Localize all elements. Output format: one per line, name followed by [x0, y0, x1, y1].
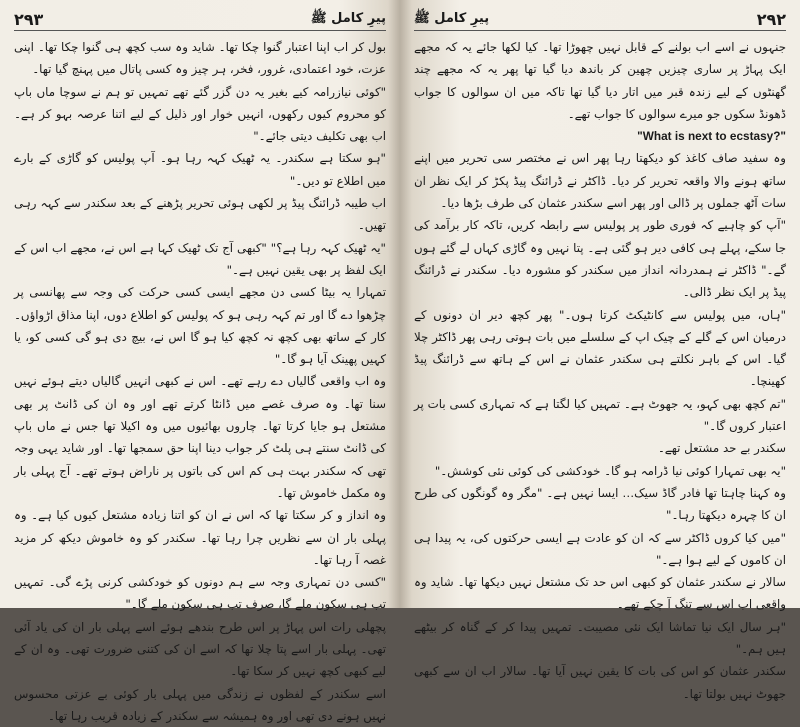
right-page-body	[414, 36, 786, 701]
left-paragraph: "ہو سکتا ہے سکندر۔ یہ ٹھیک کہہ رہا ہو۔ آپ پولیس کو گاڑی کے بارے میں اطلاع تو دیں۔"	[14, 151, 386, 188]
right-paragraph: "ہاں، میں پولیس سے کانٹیکٹ کرتا ہوں۔" پھر کچھ دیر ان دونوں کے درمیان اس کے گلے کے چیک اپ کے سلسلے میں بات ہوتی رہی پھر ڈاکٹر چلا گیا۔ اس کے باہر نکلتے ہی سکندر عثمان نے اس کے ہاتھ سے ڈرائنگ پیڈ کھینچا۔	[414, 307, 786, 389]
left-paragraph: تمہارا یہ بیٹا کسی دن مجھے ایسی کسی حرکت کی وجہ سے پھانسی پر چڑھوا دے گا اور تم کہہ رہی ہو کہ پولیس کو اطلاع دوں، اپنا مذاق اڑواؤں۔ کار کے ساتھ بھی کچھ نہ کچھ کیا ہو گا اس نے، بیچ دی ہو گی کسی کو، یا کہیں پھینک آیا ہو گا۔"	[14, 285, 386, 367]
left-page-number: ۲۹۳	[14, 9, 44, 29]
right-paragraph: "ہر سال ایک نیا تماشا ایک نئی مصیبت۔ تمہیں پیدا کر کے گناہ کر بیٹھے ہیں ہم۔"	[414, 619, 786, 657]
right-paragraph: سکندر عثمان کو اس کی بات کا یقین نہیں آیا تھا۔ سالار اب ان سے کبھی جھوٹ نہیں بولتا تھا۔	[414, 664, 786, 701]
right-page	[400, 0, 800, 701]
left-page-body	[14, 36, 386, 723]
right-paragraph: وہ کہنا چاہتا تھا فادر گاڈ سیک… ایسا نہیں ہے۔ "مگر وہ گونگوں کی طرح ان کا چہرہ دیکھتا رہا۔"	[414, 485, 786, 523]
left-paragraph: "کوئی نیازرامہ کیے بغیر یہ دن گزر گئے تھے تمہیں تو ہم نے سوچا ماں باپ کو محروم کیوں رکھوں، انہیں خوار اور ذلیل کے لیے اتنا عرصہ بہو کر ہے۔ اب بھی تکلیف دیتی جائے۔"	[14, 84, 386, 144]
right-paragraph: جنہوں نے اسے اب بولنے کے قابل نہیں چھوڑا تھا۔ کیا لکھا جائے یہ کہ مجھے ایک پہاڑ پر ساری چیزیں چھین کر باندھ دیا گیا تھا پھر یہ کہ مجھے چند گھنٹوں کے لیے زندہ قبر میں اتار دیا گیا تھا تاکہ میں ان سوالوں کا جواب ڈھونڈ سکوں جو میرے سوالوں کا جواب تھے۔	[414, 40, 786, 121]
left-running-title: پیرِ کامل ﷺ	[310, 10, 386, 26]
left-paragraph: "یہ ٹھیک کہہ رہا ہے؟" "کبھی آج تک ٹھیک کہا ہے اس نے، مجھے اب اس کے ایک لفظ پر بھی یقین نہیں ہے۔"	[14, 240, 386, 277]
left-paragraph: وہ اب واقعی گالیاں دے رہے تھے۔ اس نے کبھی انہیں گالیاں دیتے ہوئے نہیں سنا تھا۔ وہ صرف غصے میں ڈانٹا کرتے تھے اور وہ ان کی ڈانٹ پر بھی مشتعل ہو جایا کرتا تھا۔ چاروں بھائیوں میں وہ اکیلا تھا جس نے ماں باپ کی ڈانٹ سنتے ہی پلٹ کر جواب دینا اپنا حق سمجھا تھا۔ اور شاید یہی وجہ تھی کہ سکندر بہت ہی کم اس کی باتوں پر ناراض ہوتے تھے۔ آج پہلی بار وہ مکمل خاموش تھا۔	[14, 374, 386, 500]
left-paragraph: "کسی دن تمہاری وجہ سے ہم دونوں کو خودکشی کرنی پڑے گی۔ تمہیں تب ہی سکون ملے گا، صرف تب ہی سکون ملے گا۔"	[14, 575, 386, 612]
right-page-header	[414, 8, 786, 31]
right-paragraph-english: "What is next to ecstasy?"	[637, 129, 786, 144]
left-paragraph: اسے سکندر کے لفظوں نے زندگی میں پہلی بار کوئی بے عزتی محسوس نہیں ہونے دی تھی اور وہ ہمیشہ سے سکندر کے زیادہ قریب رہا تھا۔	[14, 686, 386, 723]
left-paragraph: وہ انداز و کر سکتا تھا کہ اس نے ان کو اتنا زیادہ مشتعل کیوں کیا ہے۔ وہ پہلی بار ان سے نظریں چرا رہا تھا۔ سکندر کو وہ خاموش دیکھ کر مزید غصہ آ رہا تھا۔	[14, 508, 386, 567]
right-paragraph: "یہ بھی تمہارا کوئی نیا ڈرامہ ہو گا۔ خودکشی کی کوئی نئی کوشش۔"	[434, 463, 786, 478]
right-running-title: پیرِ کامل ﷺ	[414, 10, 490, 26]
left-page-header	[14, 8, 386, 31]
right-paragraph: "آپ کو چاہیے کہ فوری طور پر پولیس سے رابطہ کریں، تاکہ کار برآمد کی جا سکے، پہلے ہی کافی دیر ہو گئی ہے۔ پتا نہیں وہ گاڑی کہاں لے گئے ہوں گے۔" ڈاکٹر نے ہمدردانہ انداز میں سکندر کو مشورہ دیا۔ سکندر نے ڈرائنگ پیڈ پر ایک نظر ڈالی۔	[414, 218, 786, 300]
left-paragraph: بول کر اب اپنا اعتبار گنوا چکا تھا۔ شاید وہ سب کچھ ہی گنوا چکا تھا۔ اپنی عزت، خود اعتمادی، غرور، فخر، ہر چیز وہ کسی پاتال میں پہنچ گیا تھا۔	[14, 40, 386, 77]
left-page	[0, 0, 400, 723]
right-paragraph: "میں کیا کروں ڈاکٹر سے کہ ان کو عادت ہے ایسی حرکتوں کی، یہ پیدا ہی ان کاموں کے لیے ہوا ہے۔"	[414, 530, 786, 567]
left-paragraph: پچھلی رات اس پہاڑ پر اس طرح بندھے ہوئے اسے پہلی بار ان کی یاد آئی تھی۔ پہلی بار اسے پتا چلا تھا کہ اسے ان کی کتنی ضرورت تھی۔ وہ ان کے لیے کبھی کچھ نہیں کر سکا تھا۔	[14, 619, 386, 679]
right-paragraph: سالار نے سکندر عثمان کو کبھی اس حد تک مشتعل نہیں دیکھا تھا۔ شاید وہ واقعی اب اس سے تنگ آ چکے تھے۔	[414, 575, 786, 612]
right-page-number: ۲۹۲	[756, 9, 786, 29]
right-paragraph: وہ سفید صاف کاغذ کو دیکھتا رہا پھر اس نے مختصر سی تحریر میں اپنے ساتھ ہونے والا واقعہ تحریر کر دیا۔ ڈاکٹر نے ڈرائنگ پیڈ پکڑ کر ایک نظر ان سات آٹھ جملوں پر ڈالی اور پھر اسے سکندر عثمان کی طرف بڑھا دیا۔	[414, 151, 786, 211]
left-paragraph: اب طیبہ ڈرائنگ پیڈ پر لکھی ہوئی تحریر پڑھنے کے بعد سکندر سے کہہ رہی تھیں۔	[14, 196, 386, 233]
right-paragraph: "تم کچھ بھی کہو، یہ جھوٹ ہے۔ تمہیں کیا لگتا ہے کہ تمہاری کسی بات پر اعتبار کروں گا۔"	[414, 396, 786, 434]
right-paragraph: سکندر بے حد مشتعل تھے۔	[657, 441, 786, 456]
